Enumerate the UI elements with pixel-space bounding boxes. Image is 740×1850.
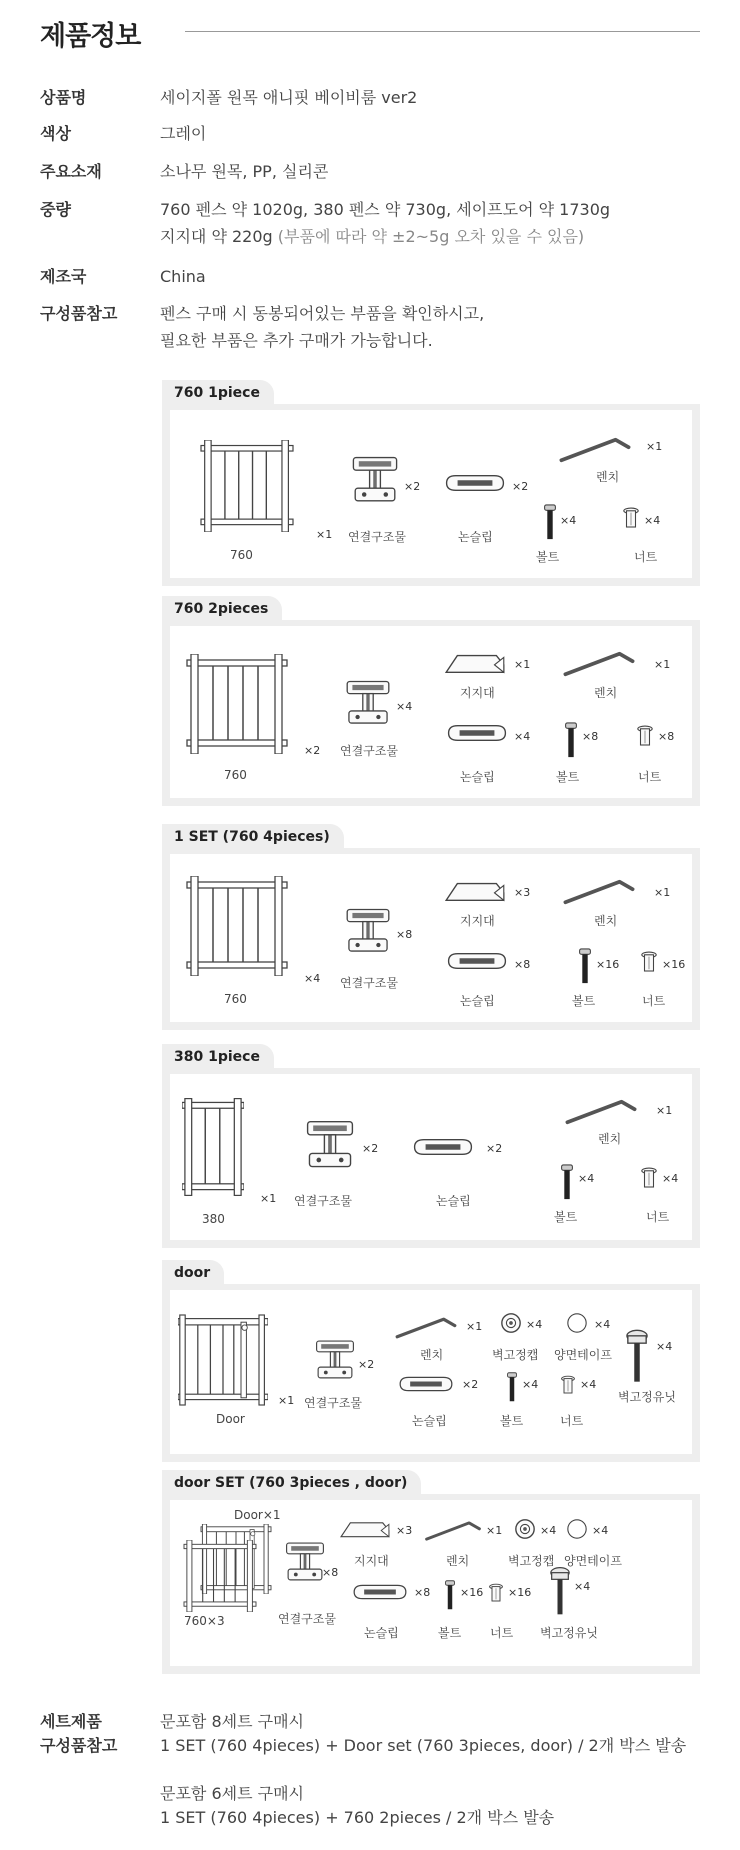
label: 볼트 xyxy=(438,1626,462,1640)
qty: ×1 xyxy=(466,1320,483,1333)
box-tab: 760 1piece xyxy=(162,380,274,406)
label: 연결구조물 xyxy=(278,1612,336,1626)
qty: ×4 xyxy=(592,1524,609,1537)
label: 렌치 xyxy=(446,1554,470,1568)
qty: ×8 xyxy=(396,928,413,941)
spec-value: China xyxy=(160,267,206,286)
label: 렌치 xyxy=(598,1132,622,1146)
parts-box-inner xyxy=(170,626,692,798)
qty: ×1 xyxy=(514,658,531,671)
wallcap-image xyxy=(514,1518,536,1540)
parts-box-door-set xyxy=(162,1494,700,1674)
qty: ×1 xyxy=(654,658,671,671)
fence-380-image xyxy=(182,1098,244,1196)
label: 볼트 xyxy=(572,994,596,1008)
spec-value: 760 펜스 약 1020g, 380 펜스 약 730g, 세이프도어 약 1730g xyxy=(160,200,611,219)
set-info-label: 구성품참고 xyxy=(40,1736,118,1755)
parts-box-760-2pieces xyxy=(162,620,700,806)
connector-image xyxy=(282,1540,328,1586)
label: 볼트 xyxy=(500,1414,524,1428)
label: 760 xyxy=(224,768,247,782)
label: 렌치 xyxy=(596,470,620,484)
label: 너트 xyxy=(638,770,662,784)
qty: ×4 xyxy=(304,972,321,985)
spec-value: 펜스 구매 시 동봉되어있는 부품을 확인하시고, xyxy=(160,304,485,323)
spec-value: 소나무 원목, PP, 실리콘 xyxy=(160,162,329,181)
nut-image xyxy=(560,1374,576,1396)
label: 연결구조물 xyxy=(304,1396,362,1410)
connector-image xyxy=(348,454,402,508)
connector-image xyxy=(312,1338,358,1384)
support-image xyxy=(338,1518,392,1540)
label: 벽고정캡 xyxy=(492,1348,539,1362)
label: 760×3 xyxy=(184,1614,225,1628)
wrench-image xyxy=(560,650,638,678)
label: 양면테이프 xyxy=(554,1348,612,1362)
qty: ×1 xyxy=(486,1524,503,1537)
qty: ×1 xyxy=(260,1192,277,1205)
parts-box-door xyxy=(162,1284,700,1462)
qty: ×4 xyxy=(526,1318,543,1331)
label: 논슬립 xyxy=(460,770,495,784)
qty: ×4 xyxy=(514,730,531,743)
label: 연결구조물 xyxy=(340,744,398,758)
qty: ×1 xyxy=(654,886,671,899)
label: 논슬립 xyxy=(412,1414,447,1428)
parts-box-380-1piece xyxy=(162,1068,700,1248)
qty: ×2 xyxy=(462,1378,479,1391)
qty: ×16 xyxy=(460,1586,484,1599)
qty: ×3 xyxy=(514,886,531,899)
parts-box-inner xyxy=(170,854,692,1022)
label: 논슬립 xyxy=(364,1626,399,1640)
spec-label: 제조국 xyxy=(40,267,87,286)
spec-label: 주요소재 xyxy=(40,162,102,181)
set-info-line: 1 SET (760 4pieces) + Door set (760 3pieces, door) / 2개 박스 발송 xyxy=(160,1736,687,1755)
label: 380 xyxy=(202,1212,225,1226)
spec-label: 상품명 xyxy=(40,88,87,107)
qty: ×16 xyxy=(508,1586,532,1599)
wrench-image xyxy=(560,878,638,906)
label: 지지대 xyxy=(354,1554,389,1568)
qty: ×8 xyxy=(658,730,675,743)
box-tab: 1 SET (760 4pieces) xyxy=(162,824,344,850)
fence-760-image xyxy=(180,1540,260,1612)
box-tab: door xyxy=(162,1260,224,1286)
label: Door xyxy=(216,1412,245,1426)
spec-value: 필요한 부품은 추가 구매가 가능합니다. xyxy=(160,331,433,350)
spec-label: 중량 xyxy=(40,200,71,219)
label: 지지대 xyxy=(460,686,495,700)
nut-image xyxy=(622,506,640,530)
nonslip-image xyxy=(410,1136,476,1158)
title-divider xyxy=(185,31,700,32)
wrench-image xyxy=(562,1098,640,1126)
label: Door×1 xyxy=(234,1508,281,1522)
spec-value-line2 xyxy=(160,223,680,250)
qty: ×4 xyxy=(540,1524,557,1537)
label: 벽고정캡 xyxy=(508,1554,555,1568)
qty: ×4 xyxy=(644,514,661,527)
label: 너트 xyxy=(634,550,658,564)
wrench-image xyxy=(394,1316,458,1340)
qty: ×2 xyxy=(304,744,321,757)
set-info-line: 1 SET (760 4pieces) + 760 2pieces / 2개 박스 발송 xyxy=(160,1808,555,1827)
fence-760-image xyxy=(192,440,302,532)
spec-label: 색상 xyxy=(40,124,71,143)
label: 너트 xyxy=(560,1414,584,1428)
qty: ×16 xyxy=(596,958,620,971)
qty: ×2 xyxy=(362,1142,379,1155)
label: 760 xyxy=(224,992,247,1006)
connector-image xyxy=(302,1118,358,1174)
label: 렌치 xyxy=(420,1348,444,1362)
bolt-image xyxy=(578,948,592,984)
label: 논슬립 xyxy=(436,1194,471,1208)
qty: ×1 xyxy=(278,1394,295,1407)
spec-label: 구성품참고 xyxy=(40,304,118,323)
nonslip-image xyxy=(396,1374,456,1394)
label: 너트 xyxy=(642,994,666,1008)
page-title: 제품정보 xyxy=(40,21,141,52)
label: 너트 xyxy=(646,1210,670,1224)
label: 너트 xyxy=(490,1626,514,1640)
qty: ×2 xyxy=(512,480,529,493)
qty: ×2 xyxy=(358,1358,375,1371)
qty: ×4 xyxy=(574,1580,591,1593)
qty: ×4 xyxy=(662,1172,679,1185)
qty: ×4 xyxy=(578,1172,595,1185)
spec-note: (부품에 따라 약 ±2~5g 오차 있을 수 있음) xyxy=(277,227,585,246)
label: 렌치 xyxy=(594,686,618,700)
nonslip-image xyxy=(444,950,510,972)
label: 760 xyxy=(230,548,253,562)
nut-image xyxy=(640,950,658,974)
label: 지지대 xyxy=(460,914,495,928)
bolt-image xyxy=(560,1164,574,1200)
spec-value: 그레이 xyxy=(160,124,207,143)
wrench-image xyxy=(556,436,634,464)
spec-value: 지지대 약 220g xyxy=(160,227,273,246)
wrench-image xyxy=(422,1520,484,1542)
qty: ×1 xyxy=(316,528,333,541)
fence-760-image xyxy=(178,876,296,976)
nonslip-image xyxy=(442,472,508,494)
nut-image xyxy=(488,1582,504,1604)
label: 연결구조물 xyxy=(294,1194,352,1208)
label: 볼트 xyxy=(536,550,560,564)
qty: ×8 xyxy=(414,1586,431,1599)
qty: ×4 xyxy=(594,1318,611,1331)
set-info-line: 문포함 6세트 구매시 xyxy=(160,1784,304,1803)
bolt-image xyxy=(543,504,557,540)
connector-image xyxy=(342,906,394,958)
qty: ×4 xyxy=(396,700,413,713)
parts-box-inner xyxy=(170,1500,692,1666)
support-image xyxy=(442,650,508,676)
door-image xyxy=(178,1314,268,1406)
connector-image xyxy=(342,678,394,730)
qty: ×4 xyxy=(580,1378,597,1391)
qty: ×4 xyxy=(560,514,577,527)
label: 볼트 xyxy=(554,1210,578,1224)
label: 볼트 xyxy=(556,770,580,784)
label: 렌치 xyxy=(594,914,618,928)
label: 양면테이프 xyxy=(564,1554,622,1568)
support-image xyxy=(442,878,508,904)
box-tab: 760 2pieces xyxy=(162,596,282,622)
label: 벽고정유닛 xyxy=(540,1626,598,1640)
bolt-image xyxy=(506,1372,518,1402)
qty: ×3 xyxy=(396,1524,413,1537)
bolt-image xyxy=(564,722,578,758)
nut-image xyxy=(636,724,654,748)
spec-value: 세이지폴 원목 애니핏 베이비룸 ver2 xyxy=(160,88,418,107)
parts-box-760-1piece xyxy=(162,404,700,586)
parts-box-inner xyxy=(170,1290,692,1454)
qty: ×4 xyxy=(522,1378,539,1391)
tape-image xyxy=(566,1312,588,1334)
set-info-label: 세트제품 xyxy=(40,1712,102,1731)
box-tab: door SET (760 3pieces , door) xyxy=(162,1470,421,1496)
qty: ×2 xyxy=(404,480,421,493)
parts-box-inner xyxy=(170,410,692,578)
fence-760-image xyxy=(178,654,296,754)
qty: ×1 xyxy=(646,440,663,453)
wallnut-image xyxy=(550,1566,570,1616)
qty: ×4 xyxy=(656,1340,673,1353)
nut-image xyxy=(640,1166,658,1190)
qty: ×8 xyxy=(514,958,531,971)
tape-image xyxy=(566,1518,588,1540)
parts-box-inner xyxy=(170,1074,692,1240)
box-tab: 380 1piece xyxy=(162,1044,274,1070)
label: 벽고정유닛 xyxy=(618,1390,676,1404)
qty: ×16 xyxy=(662,958,686,971)
qty: ×1 xyxy=(656,1104,673,1117)
label: 논슬립 xyxy=(460,994,495,1008)
qty: ×2 xyxy=(486,1142,503,1155)
qty: ×8 xyxy=(322,1566,339,1579)
qty: ×8 xyxy=(582,730,599,743)
label: 연결구조물 xyxy=(340,976,398,990)
set-info-line: 문포함 8세트 구매시 xyxy=(160,1712,304,1731)
wallnut-image xyxy=(626,1328,648,1384)
bolt-image xyxy=(444,1580,456,1610)
nonslip-image xyxy=(444,722,510,744)
label: 논슬립 xyxy=(458,530,493,544)
parts-box-1set xyxy=(162,848,700,1030)
nonslip-image xyxy=(350,1582,410,1602)
wallcap-image xyxy=(500,1312,522,1334)
label: 연결구조물 xyxy=(348,530,406,544)
